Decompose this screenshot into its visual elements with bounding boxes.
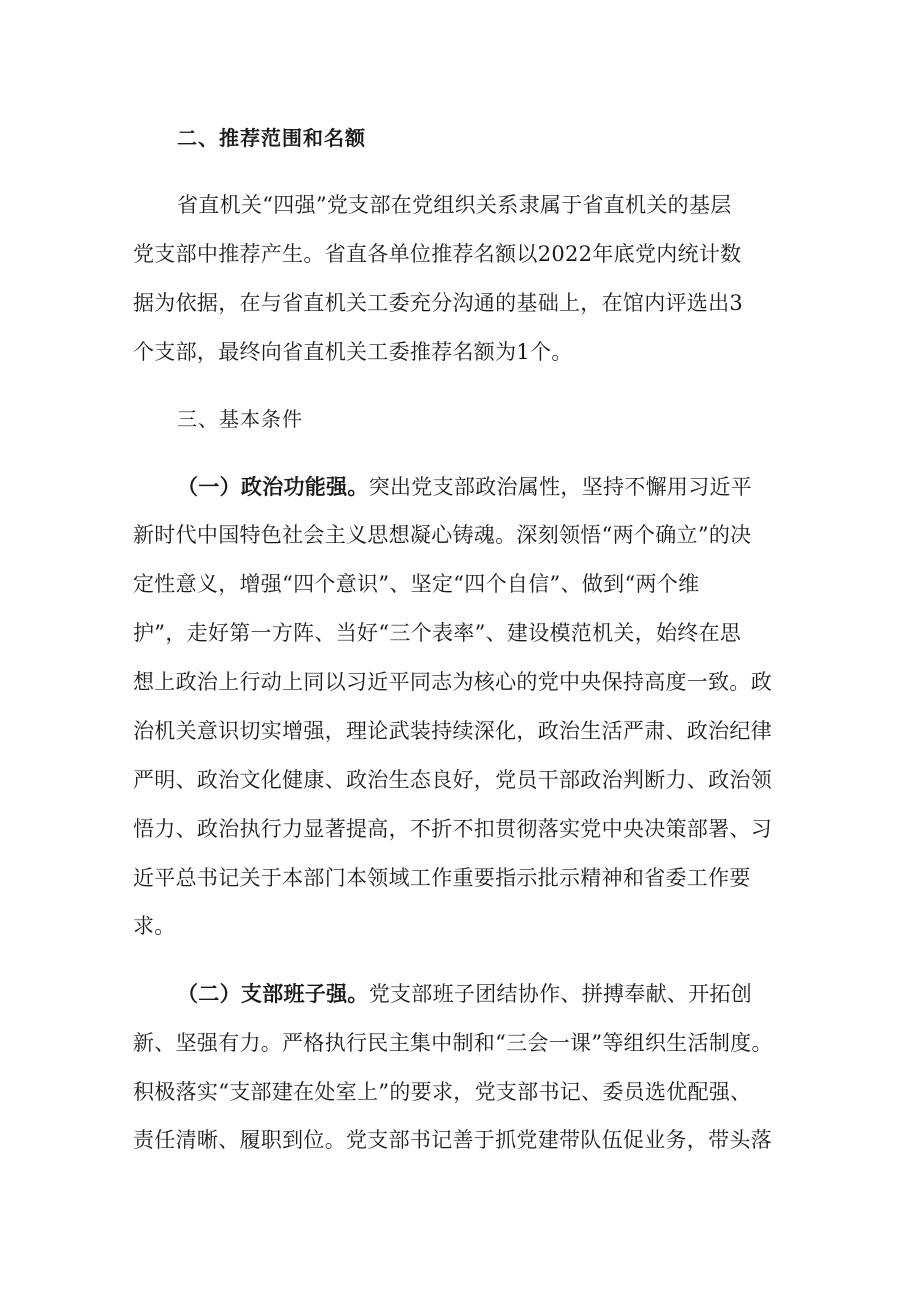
paragraph-line: 悟力、政治执行力显著提高，不折不扣贯彻落实党中央决策部署、习 xyxy=(133,817,772,841)
paragraph-line: 护”，走好第一方阵、当好“三个表率”、建设模范机关，始终在思 xyxy=(133,621,742,645)
paragraph-line: 想上政治上行动上同以习近平同志为核心的党中央保持高度一致。政 xyxy=(133,670,772,694)
paragraph-line: 个支部，最终向省直机关工委推荐名额为1个。 xyxy=(133,340,573,364)
paragraph-line: 党支部中推荐产生。省直各单位推荐名额以2022年底党内统计数 xyxy=(133,242,742,266)
item-line-first xyxy=(177,474,752,500)
paragraph-line: 近平总书记关于本部门本领域工作重要指示批示精神和省委工作要 xyxy=(133,866,751,890)
paragraph-line: 省直机关“四强”党支部在党组织关系隶属于省直机关的基层 xyxy=(177,193,732,217)
item-line-first xyxy=(177,981,752,1007)
paragraph-line: 定性意义，增强“四个意识”、坚定“四个自信”、做到“两个维 xyxy=(133,572,700,596)
paragraph-line: 治机关意识切实增强，理论武装持续深化，政治生活严肃、政治纪律 xyxy=(133,719,772,743)
item-text: 党支部班子团结协作、拼搏奉献、开拓创 xyxy=(368,982,753,1006)
paragraph-line: 新时代中国特色社会主义思想凝心铸魂。深刻领悟“两个确立”的决 xyxy=(133,523,752,547)
paragraph-line: 严明、政治文化健康、政治生态良好，党员干部政治判断力、政治领 xyxy=(133,768,772,792)
paragraph-line: 责任清晰、履职到位。党支部书记善于抓党建带队伍促业务，带头落 xyxy=(133,1128,772,1152)
item-text: 突出党支部政治属性，坚持不懈用习近平 xyxy=(368,475,753,499)
section-heading-scope: 二、推荐范围和名额 xyxy=(177,126,366,150)
paragraph-line: 新、坚强有力。严格执行民主集中制和“三会一课”等组织生活制度。 xyxy=(133,1031,773,1055)
paragraph-line: 求。 xyxy=(133,914,176,938)
section-heading-conditions: 三、基本条件 xyxy=(177,407,303,431)
item-title-leadership: （二）支部班子强。 xyxy=(177,981,369,1006)
item-title-political: （一）政治功能强。 xyxy=(177,474,369,499)
paragraph-line: 积极落实“支部建在处室上”的要求，党支部书记、委员选优配强、 xyxy=(133,1080,752,1104)
paragraph-line: 据为依据，在与省直机关工委充分沟通的基础上，在馆内评选出3 xyxy=(133,291,744,315)
